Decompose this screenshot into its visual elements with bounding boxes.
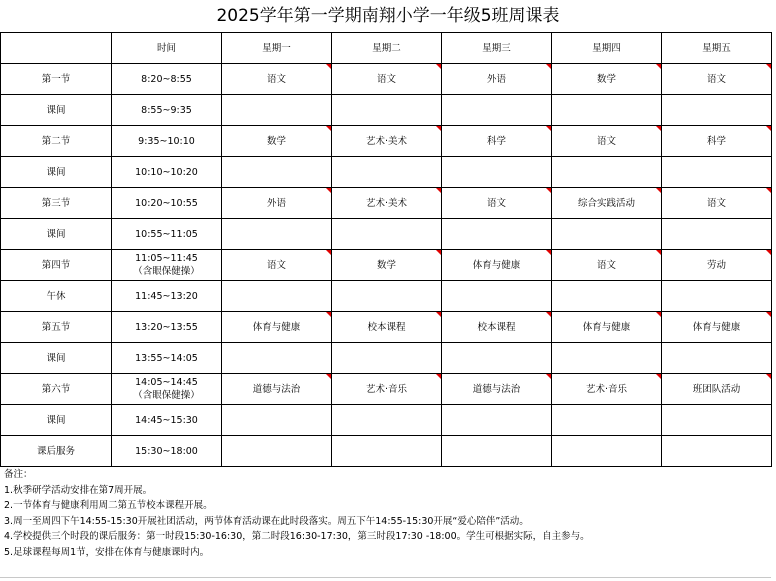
class-cell[interactable]	[442, 312, 552, 343]
class-cell-text: 语文	[486, 197, 506, 209]
class-cell[interactable]	[662, 95, 772, 126]
period-time-text: 8:55~9:35	[141, 104, 192, 116]
class-cell-text: 艺术·音乐	[585, 383, 628, 395]
period-time	[112, 219, 222, 250]
class-cell[interactable]	[332, 436, 442, 467]
time-header	[112, 33, 222, 64]
notes-heading: 备注：	[4, 469, 33, 480]
class-cell[interactable]	[552, 374, 662, 405]
period-row	[1, 219, 772, 250]
period-time-text: 10:55~11:05	[135, 228, 198, 240]
period-time-text: 15:30~18:00	[135, 445, 198, 457]
weekday-header	[662, 33, 772, 64]
class-cell-text: 数学	[266, 135, 286, 147]
period-label	[1, 250, 112, 281]
period-time-text: 14:45~15:30	[135, 414, 198, 426]
weekday-header-text: 星期五	[702, 42, 731, 54]
class-cell[interactable]	[442, 374, 552, 405]
class-cell[interactable]	[442, 64, 552, 95]
class-cell-text: 校本课程	[367, 321, 406, 333]
class-cell[interactable]	[662, 250, 772, 281]
comment-flag-icon	[766, 188, 771, 193]
class-cell[interactable]	[442, 343, 552, 374]
class-cell[interactable]	[662, 64, 772, 95]
class-cell[interactable]	[662, 405, 772, 436]
class-cell-text: 校本课程	[477, 321, 516, 333]
page-title: 2025学年第一学期南翔小学一年级5班周课表	[216, 6, 560, 26]
weekday-header	[222, 33, 332, 64]
class-cell-text: 语文	[596, 259, 616, 271]
comment-flag-icon	[546, 312, 551, 317]
class-cell[interactable]	[552, 312, 662, 343]
period-label	[1, 312, 112, 343]
class-cell[interactable]	[552, 405, 662, 436]
comment-flag-icon	[436, 374, 441, 379]
class-cell-text: 艺术·美术	[365, 197, 408, 209]
class-cell-text: 科学	[486, 135, 506, 147]
comment-flag-icon	[766, 374, 771, 379]
comment-flag-icon	[656, 374, 661, 379]
period-label	[1, 343, 112, 374]
class-cell[interactable]	[552, 157, 662, 188]
class-cell[interactable]	[332, 126, 442, 157]
period-time	[112, 405, 222, 436]
period-time-subtext: （含眼保健操）	[133, 390, 200, 401]
class-cell[interactable]	[442, 281, 552, 312]
period-label	[1, 219, 112, 250]
class-cell[interactable]	[222, 95, 332, 126]
class-cell-text: 艺术·美术	[365, 135, 408, 147]
class-cell[interactable]	[222, 281, 332, 312]
period-label-text: 课间	[46, 414, 66, 426]
class-cell-text: 科学	[706, 135, 726, 147]
comment-flag-icon	[656, 188, 661, 193]
comment-flag-icon	[546, 250, 551, 255]
period-label-text: 课后服务	[36, 445, 75, 457]
comment-flag-icon	[766, 126, 771, 131]
period-label	[1, 157, 112, 188]
class-cell[interactable]	[552, 126, 662, 157]
period-label	[1, 436, 112, 467]
weekday-header-text: 星期四	[592, 42, 621, 54]
class-cell-text: 体育与健康	[472, 259, 521, 271]
class-cell[interactable]	[442, 219, 552, 250]
comment-flag-icon	[546, 374, 551, 379]
class-cell[interactable]	[222, 250, 332, 281]
period-time	[112, 281, 222, 312]
comment-flag-icon	[436, 126, 441, 131]
period-label	[1, 374, 112, 405]
class-cell-text: 语文	[596, 135, 616, 147]
weekday-header	[442, 33, 552, 64]
period-label-text: 课间	[46, 166, 66, 178]
class-cell[interactable]	[662, 188, 772, 219]
class-cell[interactable]	[332, 95, 442, 126]
period-row	[1, 126, 772, 157]
class-cell[interactable]	[662, 343, 772, 374]
comment-flag-icon	[766, 312, 771, 317]
class-cell[interactable]	[552, 281, 662, 312]
class-cell[interactable]	[222, 219, 332, 250]
period-time	[112, 436, 222, 467]
timetable	[0, 32, 772, 467]
class-cell[interactable]	[552, 95, 662, 126]
period-label-text: 课间	[46, 228, 66, 240]
class-cell-text: 语文	[706, 197, 726, 209]
period-row	[1, 405, 772, 436]
class-cell[interactable]	[222, 436, 332, 467]
weekday-header-text: 星期三	[482, 42, 511, 54]
class-cell[interactable]	[662, 281, 772, 312]
period-row	[1, 312, 772, 343]
period-label-text: 第六节	[41, 383, 71, 395]
period-time-text: 13:20~13:55	[135, 321, 198, 333]
class-cell[interactable]	[552, 343, 662, 374]
class-cell[interactable]	[662, 374, 772, 405]
comment-flag-icon	[326, 250, 331, 255]
class-cell[interactable]	[332, 250, 442, 281]
class-cell[interactable]	[222, 157, 332, 188]
period-label	[1, 405, 112, 436]
class-cell-text: 道德与法治	[252, 383, 301, 395]
comment-flag-icon	[546, 188, 551, 193]
class-cell[interactable]	[222, 188, 332, 219]
comment-flag-icon	[326, 188, 331, 193]
period-time	[112, 126, 222, 157]
period-time-text: 9:35~10:10	[138, 135, 195, 147]
class-cell[interactable]	[332, 64, 442, 95]
period-time	[112, 95, 222, 126]
note-line: 3.周一至周四下午14:55-15:30开展社团活动，两节体育活动课在此时段落实。周五下午14:55-15:30开展“爱心陪伴”活动。	[4, 515, 529, 527]
class-cell[interactable]	[552, 250, 662, 281]
period-row	[1, 157, 772, 188]
class-cell[interactable]	[662, 157, 772, 188]
class-cell[interactable]	[222, 126, 332, 157]
comment-flag-icon	[766, 250, 771, 255]
comment-flag-icon	[546, 126, 551, 131]
period-time-text: 11:05~11:45	[135, 253, 198, 264]
period-label	[1, 188, 112, 219]
notes-section	[4, 467, 774, 560]
period-time	[112, 64, 222, 95]
period-label-text: 第一节	[41, 73, 71, 85]
class-cell[interactable]	[332, 188, 442, 219]
period-row	[1, 95, 772, 126]
class-cell[interactable]	[332, 405, 442, 436]
class-cell-text: 班团队活动	[692, 383, 741, 395]
class-cell-text: 艺术·音乐	[365, 383, 408, 395]
class-cell[interactable]	[442, 188, 552, 219]
corner-header-cell	[1, 33, 112, 64]
class-cell[interactable]	[662, 219, 772, 250]
weekday-header-text: 星期二	[372, 42, 401, 54]
period-row	[1, 343, 772, 374]
period-label-text: 第二节	[41, 135, 71, 147]
class-cell-text: 体育与健康	[692, 321, 741, 333]
class-cell[interactable]	[222, 405, 332, 436]
note-line: 4.学校提供三个时段的课后服务：第一时段15:30-16:30，第二时段16:30-17:30，第三时段17:30 -18:00。学生可根据实际，自主参与。	[4, 531, 590, 542]
period-row	[1, 374, 772, 405]
class-cell-text: 语文	[376, 73, 396, 85]
class-cell[interactable]	[332, 343, 442, 374]
class-cell[interactable]	[332, 219, 442, 250]
period-label	[1, 64, 112, 95]
period-time-text: 8:20~8:55	[141, 73, 192, 85]
time-header-text: 时间	[156, 42, 176, 54]
class-cell[interactable]	[552, 436, 662, 467]
period-time-text: 11:45~13:20	[135, 290, 198, 302]
note-line: 1.秋季研学活动安排在第7周开展。	[4, 484, 153, 496]
comment-flag-icon	[326, 374, 331, 379]
period-time	[112, 250, 222, 281]
comment-flag-icon	[546, 64, 551, 69]
class-cell-text: 体育与健康	[252, 321, 301, 333]
period-row	[1, 250, 772, 281]
period-time	[112, 188, 222, 219]
class-cell[interactable]	[442, 250, 552, 281]
class-cell-text: 语文	[706, 73, 726, 85]
period-time-text: 14:05~14:45	[135, 377, 198, 388]
comment-flag-icon	[656, 250, 661, 255]
class-cell[interactable]	[662, 436, 772, 467]
period-label	[1, 126, 112, 157]
class-cell-text: 语文	[266, 259, 286, 271]
comment-flag-icon	[326, 64, 331, 69]
class-cell-text: 数学	[596, 73, 616, 85]
class-cell-text: 道德与法治	[472, 383, 521, 395]
weekday-header	[552, 33, 662, 64]
class-cell-text: 体育与健康	[582, 321, 631, 333]
period-time-subtext: （含眼保健操）	[133, 266, 200, 277]
comment-flag-icon	[326, 312, 331, 317]
note-line: 2.一节体育与健康利用周二第五节校本课程开展。	[4, 500, 213, 511]
class-cell-text: 数学	[376, 259, 396, 271]
period-time	[112, 343, 222, 374]
period-time	[112, 312, 222, 343]
class-cell-text: 外语	[266, 197, 286, 209]
period-row	[1, 281, 772, 312]
weekday-header-text: 星期一	[262, 42, 291, 54]
period-label-text: 第五节	[41, 321, 71, 333]
comment-flag-icon	[436, 64, 441, 69]
period-time	[112, 157, 222, 188]
class-cell[interactable]	[442, 436, 552, 467]
period-time-text: 10:10~10:20	[135, 166, 198, 178]
class-cell[interactable]	[552, 219, 662, 250]
period-label-text: 第四节	[41, 259, 71, 271]
period-row	[1, 436, 772, 467]
class-cell[interactable]	[662, 312, 772, 343]
class-cell-text: 综合实践活动	[577, 197, 635, 209]
period-label-text: 课间	[46, 352, 66, 364]
class-cell-text: 劳动	[706, 259, 726, 271]
class-cell[interactable]	[222, 343, 332, 374]
class-cell[interactable]	[662, 126, 772, 157]
comment-flag-icon	[656, 126, 661, 131]
period-time-text: 10:20~10:55	[135, 197, 198, 209]
class-cell[interactable]	[552, 188, 662, 219]
class-cell[interactable]	[222, 312, 332, 343]
period-label	[1, 281, 112, 312]
divider	[0, 577, 771, 578]
comment-flag-icon	[436, 188, 441, 193]
class-cell-text: 语文	[266, 73, 286, 85]
comment-flag-icon	[436, 312, 441, 317]
comment-flag-icon	[656, 64, 661, 69]
class-cell[interactable]	[442, 405, 552, 436]
period-label-text: 第三节	[41, 197, 71, 209]
period-label	[1, 95, 112, 126]
class-cell[interactable]	[332, 374, 442, 405]
class-cell[interactable]	[442, 157, 552, 188]
class-cell[interactable]	[332, 312, 442, 343]
class-cell-text: 外语	[486, 73, 506, 85]
comment-flag-icon	[656, 312, 661, 317]
class-cell[interactable]	[552, 64, 662, 95]
class-cell[interactable]	[222, 64, 332, 95]
period-row	[1, 64, 772, 95]
class-cell[interactable]	[332, 281, 442, 312]
period-row	[1, 188, 772, 219]
header-row	[1, 33, 772, 64]
period-time	[112, 374, 222, 405]
weekday-header	[332, 33, 442, 64]
class-cell[interactable]	[222, 374, 332, 405]
period-label-text: 午休	[46, 290, 66, 302]
comment-flag-icon	[436, 250, 441, 255]
period-time-text: 13:55~14:05	[135, 352, 198, 364]
class-cell[interactable]	[442, 95, 552, 126]
class-cell[interactable]	[442, 126, 552, 157]
class-cell[interactable]	[332, 157, 442, 188]
comment-flag-icon	[326, 126, 331, 131]
period-label-text: 课间	[46, 104, 66, 116]
comment-flag-icon	[766, 64, 771, 69]
note-line: 5.足球课程每周1节，安排在体育与健康课时内。	[4, 546, 210, 558]
